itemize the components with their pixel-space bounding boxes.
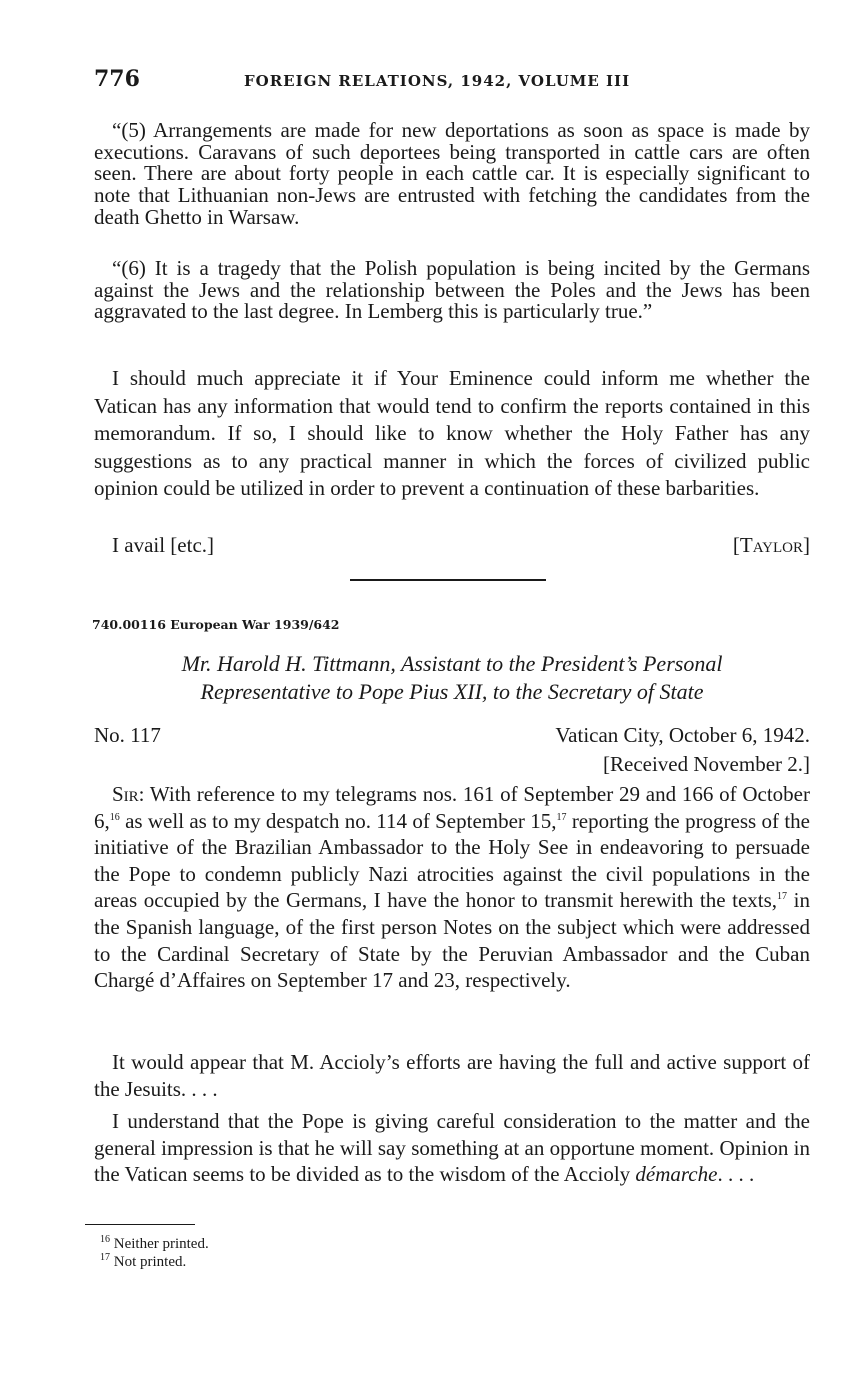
despatch-paragraph-3 <box>94 1108 810 1188</box>
despatch-number: No. 117 <box>94 723 161 747</box>
paragraph-1-text-b: as well as to my despatch no. 114 of September 15, <box>119 808 557 833</box>
despatch-paragraph-2: It would appear that M. Accioly’s efforts are having the full and active support of the Jesuits. . . . <box>94 1050 810 1101</box>
paragraph-1-text-a: With reference to my telegrams nos. 161 of September 29 and 166 of October 6, <box>94 782 810 833</box>
salutation: Sir: <box>112 782 145 806</box>
page-number: 776 <box>94 66 140 92</box>
footnote-divider <box>85 1224 195 1225</box>
document-title-line-2: Representative to Pope Pius XII, to the Secretary of State <box>200 678 704 704</box>
paragraph-1-text-c: reporting the progress of the initiative of the Brazilian Ambassador to the Holy See in endeavoring to persuade the Pope to condemn publicly Nazi atrocities against the civil populations in the areas occupied by the Germans, I have the honor to transmit herewith the texts, <box>94 808 810 913</box>
letter-request-paragraph: I should much appreciate it if Your Eminence could inform me whether the Vatican has any information that would tend to confirm the reports contained in this memorandum. If so, I should like to know whether the Holy Father has any suggestions as to any practical manner in which the forces of civilized public opinion could be utilized in order to prevent a continuation of these barbarities. <box>94 366 810 500</box>
memo-item-6: “(6) It is a tragedy that the Polish population is being incited by the Germans against the Jews and the relationship between the Poles and the Jews has been aggravated to the last degree. In Lemberg this is particularly true.” <box>94 256 810 324</box>
memo-item-5: “(5) Arrangements are made for new deportations as soon as space is made by executions. Caravans of such deportees being transported in cattle cars are often seen. There are about forty people in each cattle car. It is especially significant to note that Lithuanian non-Jews are entrusted with fetching the candidates from the death Ghetto in Warsaw. <box>94 118 810 229</box>
footnote-ref-17: 17 <box>556 811 567 823</box>
file-reference: 740.00116 European War 1939/642 <box>92 617 340 632</box>
section-divider <box>350 579 546 581</box>
document-title-line-1: Mr. Harold H. Tittmann, Assistant to the President’s Personal <box>181 651 723 676</box>
paragraph-3-text-b: . . . . <box>717 1162 755 1187</box>
footnote-17 <box>100 1251 500 1272</box>
document-title <box>94 650 810 705</box>
signature: [Taylor] <box>732 533 810 557</box>
closing-formula: I avail [etc.] <box>112 533 215 557</box>
footnote-ref-16: 16 <box>109 811 120 823</box>
despatch-number-line <box>94 723 810 751</box>
page-header <box>94 66 809 96</box>
footnote-16-text: Neither printed. <box>113 1236 209 1252</box>
place-date: Vatican City, October 6, 1942. <box>555 723 810 747</box>
despatch-paragraph-1 <box>94 781 810 994</box>
footnote-17-mark: 17 <box>100 1251 110 1263</box>
footnote-16-mark: 16 <box>100 1234 110 1245</box>
letter-closing <box>94 533 810 561</box>
footnote-17-text: Not printed. <box>113 1253 187 1270</box>
footnotes <box>100 1236 500 1271</box>
footnote-ref-17-second: 17 <box>777 891 788 903</box>
paragraph-3-text-a: I understand that the Pope is giving careful consideration to the matter and the general impression is that he will say something at an opportune moment. Opinion in the Vatican seems to be divided as to the wisdom of the Accioly <box>94 1109 810 1187</box>
received-date: [Received November 2.] <box>603 752 810 776</box>
footnote-16 <box>100 1236 500 1254</box>
paragraph-3-emphasis: démarche <box>635 1162 718 1187</box>
paragraph-1-text-d: in the Spanish language, of the first person Notes on the subject which were addressed to the Cardinal Secretary of State by the Peruvian Ambassador and the Cuban Chargé d’Affaires on September 17 and 23, respectively. <box>94 888 810 993</box>
running-head: FOREIGN RELATIONS, 1942, VOLUME III <box>244 72 631 90</box>
